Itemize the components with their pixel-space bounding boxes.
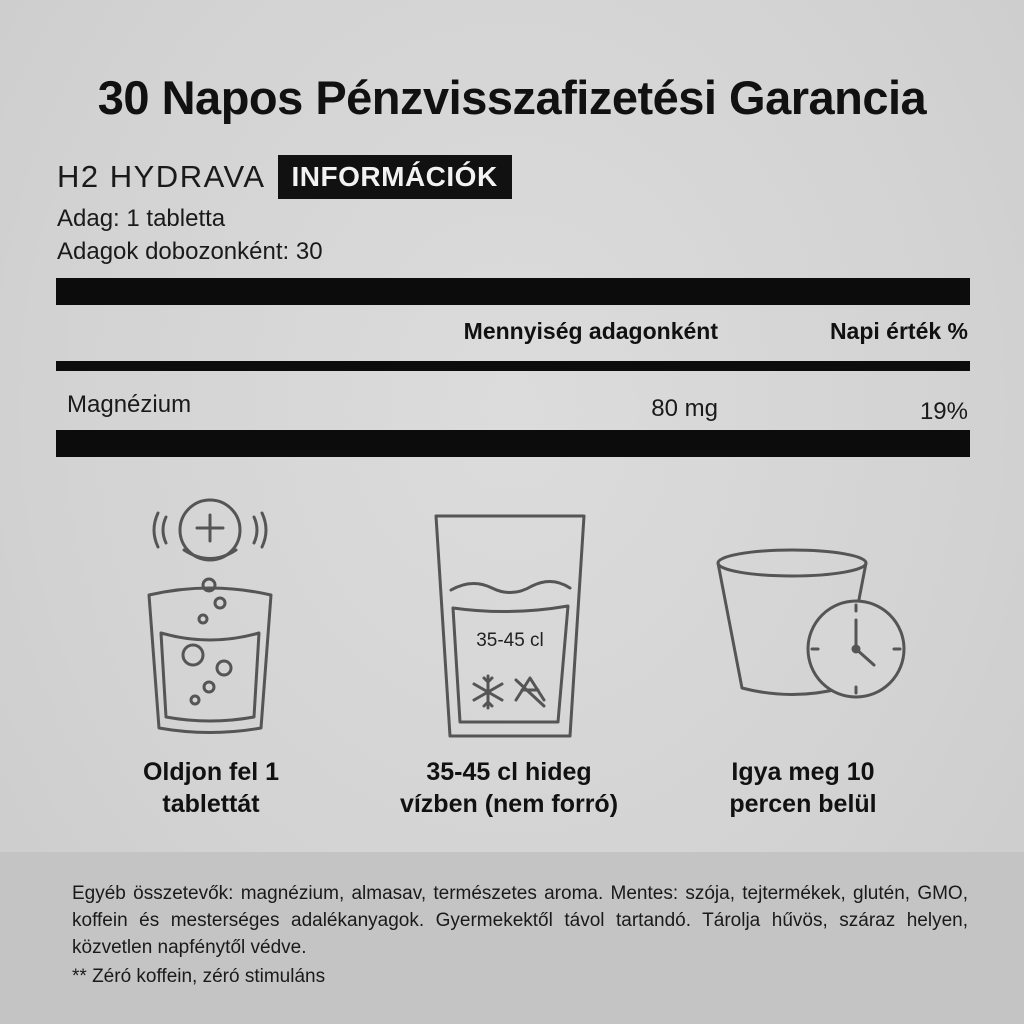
water-glass-icon <box>432 512 588 740</box>
table-divider <box>56 361 970 371</box>
brand-name: H2 HYDRAVA <box>57 159 266 194</box>
nutrient-name: Magnézium <box>67 391 192 418</box>
footer-note: ** Zéró koffein, zéró stimuláns <box>72 966 326 987</box>
info-badge: INFORMÁCIÓK <box>278 155 512 199</box>
step-1-label: Oldjon fel 1 tablettát <box>142 758 280 818</box>
nutrient-amount: 80 mg <box>651 395 718 422</box>
servings-per-box: Adagok dobozonként: 30 <box>57 238 323 265</box>
header-daily-value: Napi érték % <box>829 318 968 344</box>
table-bottom-bar <box>56 430 970 457</box>
ingredients-text: Egyéb összetevők: magnézium, almasav, természetes aroma. Mentes: szója, tejtermékek, glutén, GMO, koffein és mesterséges adalékanyagok. Gyermekektől távol tartandó. Tárolja hűvös, száraz helyen, közvetlen napfénytől védve. <box>72 883 968 958</box>
cup-clock-icon <box>716 545 908 703</box>
header-amount: Mennyiség adagonként <box>463 318 718 344</box>
glass-volume-text: 35-45 cl <box>476 630 544 651</box>
step-2-label: 35-45 cl hideg vízben (nem forró) <box>399 758 619 818</box>
nutrient-daily-value: 19% <box>919 398 968 425</box>
step-3-label: Igya meg 10 percen belül <box>729 758 877 818</box>
page-title: 30 Napos Pénzvisszafizetési Garancia <box>97 71 927 124</box>
table-top-bar <box>56 278 970 305</box>
serving-size: Adag: 1 tabletta <box>57 205 226 232</box>
brand-row <box>57 154 512 200</box>
effervescent-tablet-glass-icon <box>140 495 280 745</box>
